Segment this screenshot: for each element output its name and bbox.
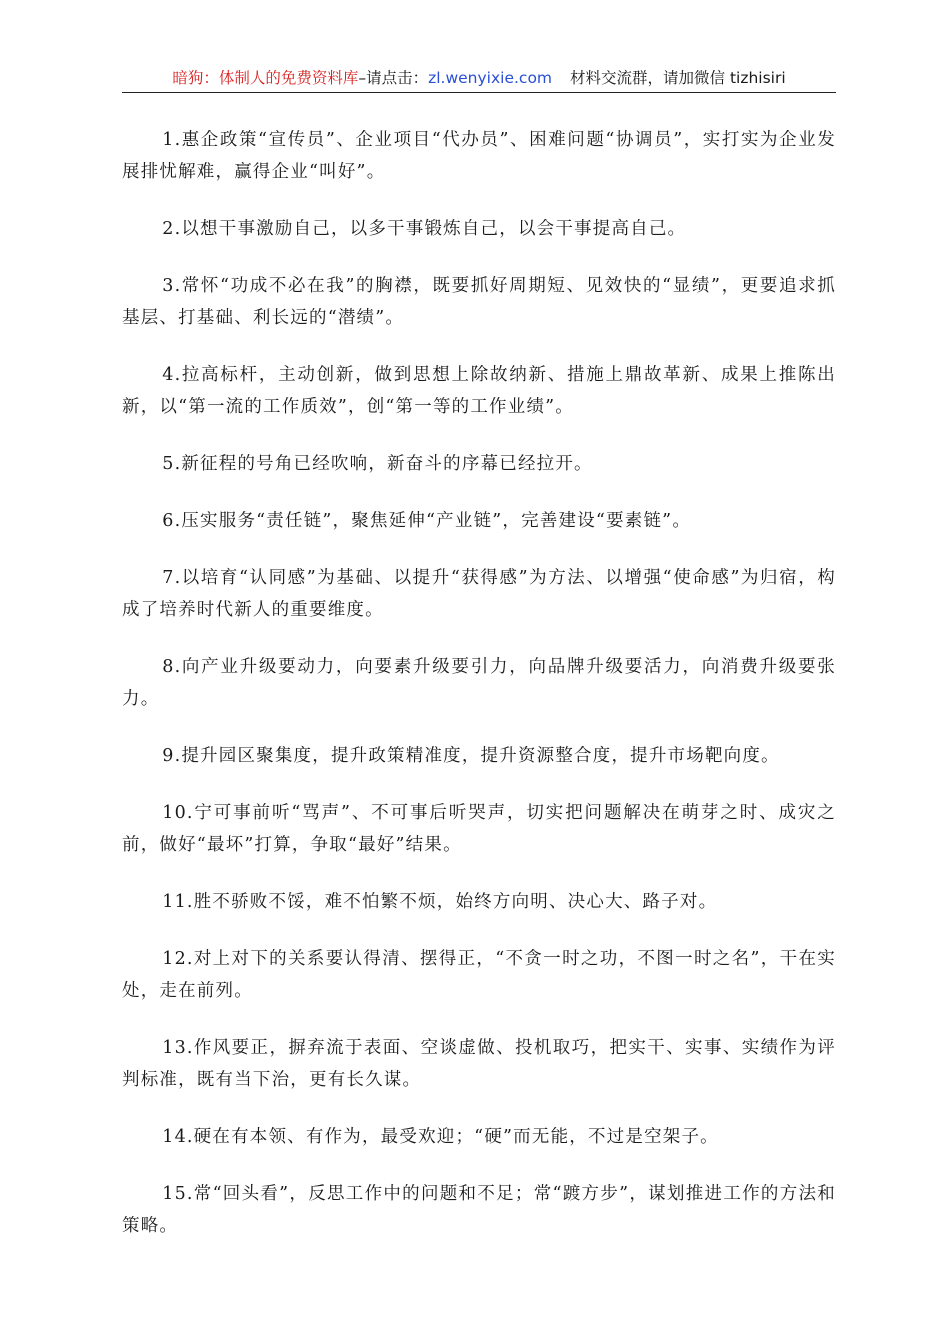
list-item: 8.向产业升级要动力，向要素升级要引力，向品牌升级要活力，向消费升级要张力。 xyxy=(122,657,836,709)
header-wechat-note: 材料交流群，请加微信 tizhisiri xyxy=(570,69,786,87)
list-item: 3.常怀“功成不必在我”的胸襟，既要抓好周期短、见效快的“显绩”，更要追求抓基层、打基础、利长远的“潜绩”。 xyxy=(122,276,836,328)
document-body xyxy=(122,124,836,1267)
page-header xyxy=(122,66,836,93)
list-item: 10.宁可事前听“骂声”、不可事后听哭声，切实把问题解决在萌芽之时、成灾之前，做好“最坏”打算，争取“最好”结果。 xyxy=(122,803,836,855)
list-item: 5.新征程的号角已经吹响，新奋斗的序幕已经拉开。 xyxy=(162,454,593,474)
list-item: 2.以想干事激励自己，以多干事锻炼自己，以会干事提高自己。 xyxy=(162,219,687,239)
list-item: 13.作风要正，摒弃流于表面、空谈虚做、投机取巧，把实干、实事、实绩作为评判标准，既有当下治，更有长久谋。 xyxy=(122,1038,836,1090)
list-item: 4.拉高标杆，主动创新，做到思想上除故纳新、措施上鼎故革新、成果上推陈出新，以“第一流的工作质效”，创“第一等的工作业绩”。 xyxy=(122,365,836,417)
list-item: 7.以培育“认同感”为基础、以提升“获得感”为方法、以增强“使命感”为归宿，构成了培养时代新人的重要维度。 xyxy=(122,568,836,620)
header-url-link[interactable]: zl.wenyixie.com xyxy=(428,69,553,87)
header-site-name: 暗狗：体制人的免费资料库 xyxy=(172,69,359,87)
header-click-prompt: –请点击： xyxy=(358,69,429,87)
list-item: 1.惠企政策“宣传员”、企业项目“代办员”、困难问题“协调员”，实打实为企业发展排忧解难，赢得企业“叫好”。 xyxy=(122,130,836,182)
list-item: 9.提升园区聚集度，提升政策精准度，提升资源整合度，提升市场靶向度。 xyxy=(162,746,780,766)
list-item: 6.压实服务“责任链”，聚焦延伸“产业链”，完善建设“要素链”。 xyxy=(162,511,692,531)
list-item: 15.常“回头看”，反思工作中的问题和不足；常“踱方步”，谋划推进工作的方法和策略。 xyxy=(122,1184,836,1236)
list-item: 14.硬在有本领、有作为，最受欢迎；“硬”而无能，不过是空架子。 xyxy=(162,1127,719,1147)
list-item: 11.胜不骄败不馁，难不怕繁不烦，始终方向明、决心大、路子对。 xyxy=(162,892,718,912)
list-item: 12.对上对下的关系要认得清、摆得正，“不贪一时之功，不图一时之名”，干在实处，走在前列。 xyxy=(122,949,836,1001)
